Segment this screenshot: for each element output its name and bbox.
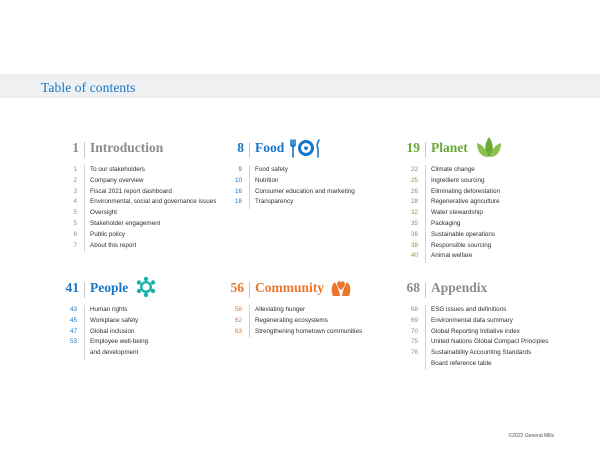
item-label: Employee well-being bbox=[90, 338, 149, 346]
item-label: Packaging bbox=[431, 219, 461, 227]
page-number: 53 bbox=[69, 338, 77, 346]
divider bbox=[425, 230, 426, 242]
item-label: Eliminating deforestation bbox=[431, 187, 500, 195]
divider bbox=[425, 348, 426, 360]
page-number: 62 bbox=[234, 316, 242, 324]
page-title: Table of contents bbox=[41, 80, 136, 95]
toc-item[interactable] bbox=[206, 328, 406, 339]
section-items bbox=[206, 306, 406, 338]
page-number: 36 bbox=[410, 230, 418, 238]
divider bbox=[425, 187, 426, 199]
page-number: 1 bbox=[73, 166, 77, 173]
divider bbox=[249, 305, 250, 317]
toc-item[interactable] bbox=[206, 198, 406, 209]
page-number: 68 bbox=[410, 306, 418, 313]
item-label: Workplace safety bbox=[90, 316, 139, 324]
page-number: 75 bbox=[410, 338, 418, 346]
toc-item[interactable] bbox=[206, 188, 406, 199]
section-title[interactable]: Introduction bbox=[90, 140, 164, 155]
toc-item[interactable] bbox=[206, 166, 406, 177]
page-number: 16 bbox=[234, 187, 242, 195]
divider bbox=[84, 197, 85, 209]
toc-item[interactable] bbox=[382, 306, 582, 317]
toc-item[interactable] bbox=[382, 360, 582, 371]
toc-item[interactable] bbox=[382, 328, 582, 339]
divider bbox=[84, 327, 85, 339]
section-appendix bbox=[382, 280, 552, 367]
divider bbox=[425, 316, 426, 328]
page-number: 3 bbox=[73, 187, 77, 195]
page-number: 58 bbox=[234, 306, 242, 313]
section-number: 41 bbox=[65, 280, 79, 295]
page-number: 6 bbox=[73, 230, 77, 238]
item-label: Regenerative agriculture bbox=[431, 198, 500, 206]
divider bbox=[84, 165, 85, 177]
toc-item[interactable] bbox=[382, 220, 582, 231]
item-label: Global inclusion bbox=[90, 327, 135, 335]
section-planet bbox=[382, 140, 552, 260]
section-number: 8 bbox=[237, 140, 244, 155]
item-label: Strengthening hometown communities bbox=[255, 327, 363, 335]
item-label: Water stewardship bbox=[431, 209, 483, 217]
toc-item[interactable] bbox=[382, 231, 582, 242]
toc-item[interactable] bbox=[382, 177, 582, 188]
toc-item[interactable] bbox=[41, 220, 241, 231]
divider bbox=[84, 348, 85, 360]
divider bbox=[84, 316, 85, 328]
toc-item[interactable] bbox=[206, 317, 406, 328]
divider bbox=[425, 241, 426, 253]
section-title[interactable]: Appendix bbox=[431, 280, 488, 295]
page-number: 4 bbox=[73, 198, 77, 206]
page-number: 18 bbox=[234, 198, 242, 206]
page-number: 38 bbox=[410, 241, 418, 249]
item-label: Human rights bbox=[90, 306, 128, 313]
page-number: 5 bbox=[73, 209, 77, 217]
page-number: 76 bbox=[410, 349, 418, 357]
item-label: Responsible sourcing bbox=[431, 241, 492, 249]
divider bbox=[425, 359, 426, 371]
item-label: Food safety bbox=[255, 166, 288, 173]
page-number: 22 bbox=[410, 166, 418, 173]
section-items bbox=[382, 166, 582, 263]
page-number: 26 bbox=[410, 187, 418, 195]
page-number: 32 bbox=[410, 209, 418, 217]
divider bbox=[249, 282, 250, 298]
divider bbox=[425, 142, 426, 158]
divider bbox=[425, 251, 426, 263]
item-label: To our stakeholders bbox=[90, 166, 145, 173]
section-title[interactable]: People bbox=[90, 280, 129, 295]
section-community bbox=[206, 280, 376, 335]
divider bbox=[425, 165, 426, 177]
toc-item[interactable] bbox=[206, 306, 406, 317]
divider bbox=[425, 282, 426, 298]
divider bbox=[249, 187, 250, 199]
divider bbox=[425, 176, 426, 188]
divider bbox=[249, 327, 250, 339]
leaves-icon bbox=[476, 135, 502, 164]
toc-item[interactable] bbox=[41, 209, 241, 220]
divider bbox=[425, 208, 426, 220]
toc-item[interactable] bbox=[382, 317, 582, 328]
page-number: 63 bbox=[234, 327, 242, 335]
item-label: Environmental, social and governance issues bbox=[90, 198, 217, 206]
toc-item[interactable] bbox=[41, 349, 241, 360]
toc-item[interactable] bbox=[41, 338, 241, 349]
toc-item[interactable] bbox=[382, 188, 582, 199]
page-number: 40 bbox=[410, 252, 418, 260]
item-label: Regenerating ecosystems bbox=[255, 316, 328, 324]
page-number: 28 bbox=[410, 198, 418, 206]
item-label: and development bbox=[90, 349, 139, 357]
divider bbox=[84, 241, 85, 253]
toc-item[interactable] bbox=[382, 166, 582, 177]
page-number: 25 bbox=[410, 176, 418, 184]
divider bbox=[425, 197, 426, 209]
toc-item[interactable] bbox=[382, 198, 582, 209]
toc-item[interactable] bbox=[206, 177, 406, 188]
divider bbox=[84, 142, 85, 158]
item-label: Global Reporting Initiative index bbox=[431, 327, 520, 335]
section-title[interactable]: Planet bbox=[431, 140, 468, 155]
toc-item[interactable] bbox=[382, 252, 582, 263]
divider bbox=[425, 219, 426, 231]
section-items bbox=[206, 166, 406, 209]
toc-item[interactable] bbox=[382, 242, 582, 253]
item-label: Sustainable operations bbox=[431, 230, 496, 238]
page-number: 70 bbox=[410, 327, 418, 335]
page-number: 43 bbox=[69, 306, 77, 313]
item-label: Sustainability Accounting Standards bbox=[431, 349, 532, 357]
section-number: 56 bbox=[230, 280, 244, 295]
toc-item[interactable] bbox=[382, 209, 582, 220]
section-title[interactable]: Food bbox=[255, 140, 285, 155]
section-items bbox=[382, 306, 582, 371]
heart-hands-icon bbox=[330, 276, 352, 303]
divider bbox=[425, 327, 426, 339]
section-introduction bbox=[41, 140, 217, 249]
toc-item[interactable] bbox=[382, 349, 582, 360]
item-label: Environmental data summary bbox=[431, 316, 513, 324]
divider bbox=[249, 165, 250, 177]
item-label: Public policy bbox=[90, 230, 125, 238]
divider bbox=[249, 197, 250, 209]
item-label: Board reference table bbox=[431, 359, 492, 367]
toc-item[interactable] bbox=[41, 242, 241, 253]
divider bbox=[84, 176, 85, 188]
toc-item[interactable] bbox=[382, 338, 582, 349]
item-label: Oversight bbox=[90, 209, 117, 217]
item-label: ESG issues and definitions bbox=[431, 306, 507, 313]
divider bbox=[249, 316, 250, 328]
page-number: 2 bbox=[73, 176, 77, 184]
section-number: 1 bbox=[72, 140, 79, 155]
divider bbox=[84, 337, 85, 349]
page-number: 9 bbox=[238, 166, 242, 173]
item-label: United Nations Global Compact Principles bbox=[431, 338, 549, 346]
page-number: 5 bbox=[73, 219, 77, 227]
item-label: Fiscal 2021 report dashboard bbox=[90, 187, 172, 195]
item-label: Stakeholder engagement bbox=[90, 219, 161, 227]
section-number: 19 bbox=[406, 140, 420, 155]
copyright-footer: ©2022 General Mills bbox=[508, 433, 554, 439]
item-label: Nutrition bbox=[255, 176, 279, 184]
item-label: Consumer education and marketing bbox=[255, 187, 355, 195]
divider bbox=[84, 282, 85, 298]
people-circle-icon bbox=[135, 276, 157, 303]
item-label: Alleviating hunger bbox=[255, 306, 306, 313]
section-food bbox=[206, 140, 376, 206]
item-label: Climate change bbox=[431, 166, 475, 173]
page-number: 35 bbox=[410, 219, 418, 227]
page-number: 10 bbox=[234, 176, 242, 184]
item-label: Animal welfare bbox=[431, 252, 473, 260]
toc-item[interactable] bbox=[41, 231, 241, 242]
divider bbox=[84, 208, 85, 220]
divider bbox=[84, 305, 85, 317]
section-people bbox=[41, 280, 211, 357]
page-number: 69 bbox=[410, 316, 418, 324]
item-label: Company overview bbox=[90, 176, 144, 184]
page-number: 47 bbox=[69, 327, 77, 335]
item-label: Ingredient sourcing bbox=[431, 176, 485, 184]
section-title[interactable]: Community bbox=[255, 280, 325, 295]
divider bbox=[84, 219, 85, 231]
plate-fork-knife-icon bbox=[289, 137, 323, 164]
divider bbox=[425, 305, 426, 317]
divider bbox=[249, 176, 250, 188]
divider bbox=[84, 230, 85, 242]
item-label: About this report bbox=[90, 241, 137, 249]
page-number: 45 bbox=[69, 316, 77, 324]
divider bbox=[84, 187, 85, 199]
page-number: 7 bbox=[73, 241, 77, 249]
divider bbox=[425, 337, 426, 349]
divider bbox=[249, 142, 250, 158]
item-label: Transparency bbox=[255, 198, 294, 206]
section-number: 68 bbox=[406, 280, 420, 295]
